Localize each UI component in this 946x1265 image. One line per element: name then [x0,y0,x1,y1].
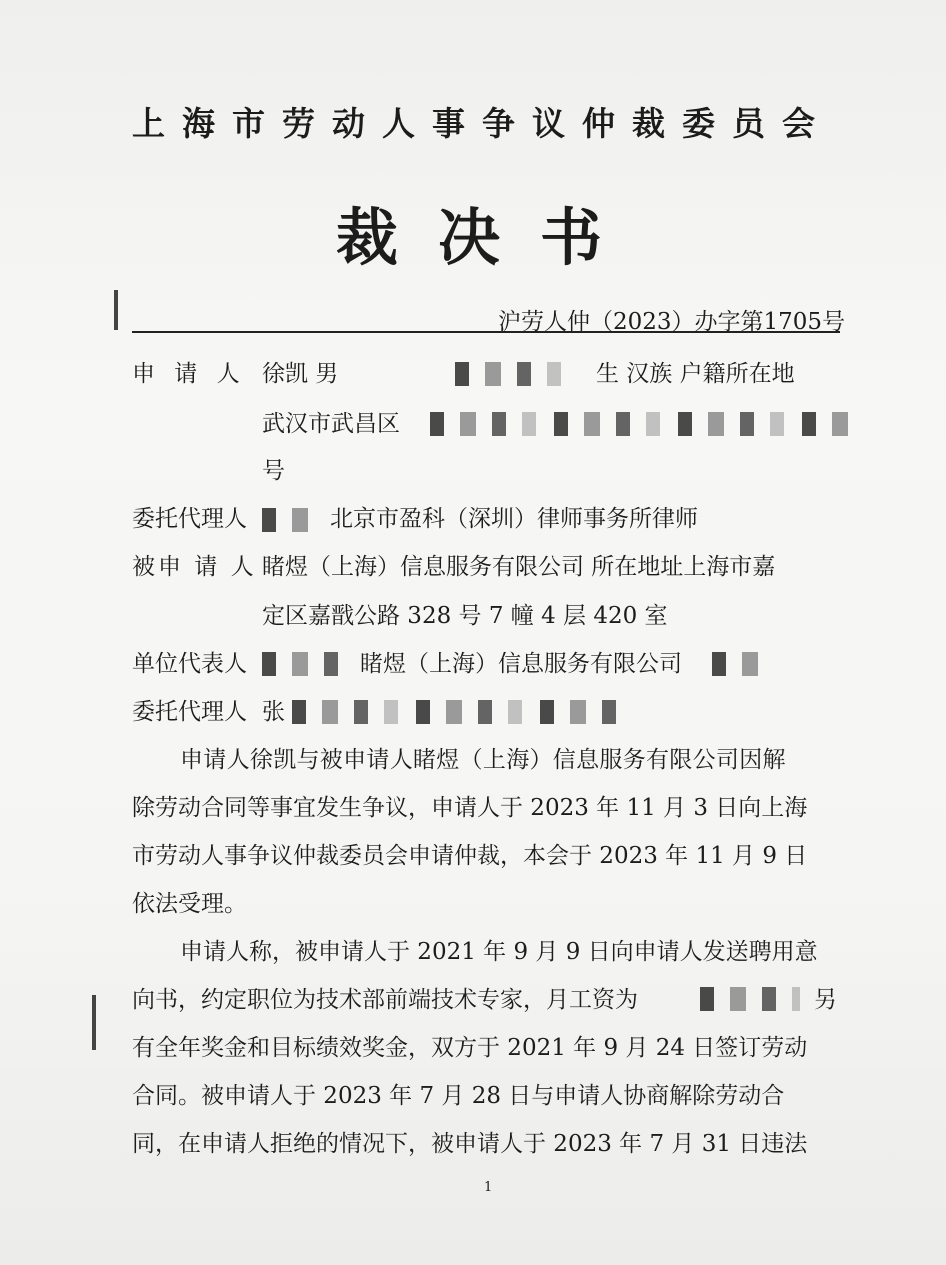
paragraph-line: 申请人称，被申请人于 2021 年 9 月 9 日向申请人发送聘用意 [180,939,818,965]
case-number: 沪劳人仲（2023）办字第1705号 [498,309,846,335]
paragraph-line: 合同。被申请人于 2023 年 7 月 28 日与申请人协商解除劳动合 [132,1083,785,1109]
paragraph-line: 向书，约定职位为技术部前端技术专家，月工资为 [132,987,638,1013]
redaction-block [292,700,632,724]
paragraph-line: 另 [814,987,837,1013]
agent1-firm: 北京市盈科（深圳）律师事务所律师 [330,506,698,532]
redaction-block [700,987,800,1011]
respondent-label: 被申 请 人 [132,554,257,580]
applicant-birth: 生 汉族 户籍所在地 [596,361,795,387]
paragraph-line: 有全年奖金和目标绩效奖金，双方于 2021 年 9 月 24 日签订劳动 [132,1035,808,1061]
document-title: 裁决书 [336,201,643,274]
agent2-name: 张 [262,699,285,725]
redaction-block [262,652,354,676]
applicant-address: 武汉市武昌区 [262,411,400,437]
paragraph-line: 申请人徐凯与被申请人睹煜（上海）信息服务有限公司因解 [180,747,786,773]
paragraph-line: 同，在申请人拒绝的情况下，被申请人于 2023 年 7 月 31 日违法 [132,1131,808,1157]
scan-mark [114,290,118,330]
respondent-address: 定区嘉戬公路 328 号 7 幢 4 层 420 室 [262,603,668,629]
organization-title: 上海市劳动人事争议仲裁委员会 [132,104,832,143]
applicant-label: 申 请 人 [132,361,246,387]
page-number: 1 [484,1180,493,1195]
redaction-block [455,362,579,386]
redaction-block [430,412,850,436]
respondent-name: 睹煜（上海）信息服务有限公司 所在地址上海市嘉 [262,554,776,580]
representative-label: 单位代表人 [132,651,247,677]
scan-mark [92,995,96,1050]
agent1-label: 委托代理人 [132,506,247,532]
agent2-label: 委托代理人 [132,699,247,725]
paragraph-line: 依法受理。 [132,891,247,917]
redaction-block [262,508,324,532]
representative-company: 睹煜（上海）信息服务有限公司 [360,651,682,677]
paragraph-line: 除劳动合同等事宜发生争议，申请人于 2023 年 11 月 3 日向上海 [132,795,808,821]
applicant-name: 徐凯 男 [262,361,339,387]
redaction-block [712,652,774,676]
paragraph-line: 市劳动人事争议仲裁委员会申请仲裁，本会于 2023 年 11 月 9 日 [132,843,808,869]
applicant-address-end: 号 [262,458,285,484]
